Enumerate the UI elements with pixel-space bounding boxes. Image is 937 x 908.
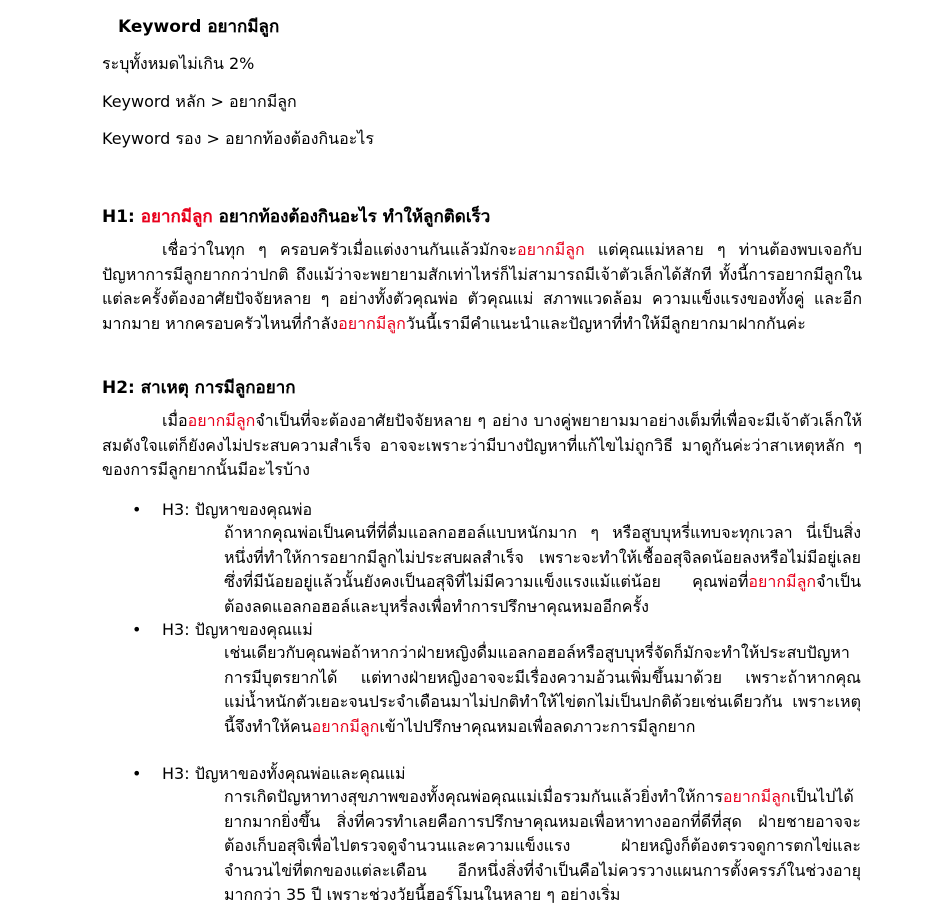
bullet-both: [132, 762, 406, 787]
cause-paragraph: [102, 409, 862, 483]
cause-text-1: เมื่อ: [162, 411, 188, 430]
h1-rest: อยากท้องต้องกินอะไร ทำให้ลูกติดเร็ว: [212, 207, 491, 227]
bullet-dot: •: [132, 620, 142, 639]
intro-keyword-1: อยากมีลูก: [517, 240, 585, 259]
keyword-density: ระบุทั้งหมดไม่เกิน 2%: [102, 54, 255, 73]
cause-text-2: จำเป็นที่จะต้องอาศัยปัจจัยหลาย ๆ อย่าง บางคู่พยายามมาอย่างเต็มที่เพื่อจะมีเจ้าตัวเล็กให้สมดังใจแต่ก็ยังคงไม่ประสบความสำเร็จ อาจจะเพราะว่ามีบางปัญหาที่แก้ไขไม่ถูกวิธี มาดูกันค่ะว่าสาเหตุหลัก ๆ ของการมีลูกยากนั้นมีอะไรบ้าง: [102, 411, 862, 479]
h1-heading: [102, 203, 490, 230]
bullet-dot: •: [132, 764, 142, 783]
bullet-mother-body: [224, 641, 861, 739]
intro-keyword-2: อยากมีลูก: [338, 313, 406, 333]
h1-keyword: อยากมีลูก: [140, 207, 213, 227]
intro-paragraph: [102, 238, 862, 336]
h1-prefix: H1:: [102, 207, 141, 227]
bullet-text: เข้าไปปรึกษาคุณหมอเพื่อลดภาวะการมีลูกยาก: [379, 716, 696, 736]
bullet-text: ถ้าหากคุณพ่อเป็นคนที่ที่ดื่มแอลกอฮอล์แบบหนักมาก ๆ หรือสูบบุหรี่แทบจะทุกเวลา นี่เป็นสิ่งหนึ่งที่ทำให้การอยากมีลูกไม่ประสบผลสำเร็จ เพราะจะทำให้เชื้ออสุจิลดน้อยลงหรือไม่มีอยู่เลย ซึ่งที่มีน้อยอยู่แล้วนั้นยังคงเป็นอสุจิที่ไม่มีความแข็งแรงแม้แต่น้อย คุณพ่อที่: [224, 523, 861, 591]
intro-text-1: เชื่อว่าในทุก ๆ ครอบครัวเมื่อแต่งงานกันแล้วมักจะ: [162, 240, 518, 259]
bullet-father-body: [224, 521, 861, 619]
h2-heading: H2: สาเหตุ การมีลูกอยาก: [102, 378, 296, 398]
intro-text-2: แต่คุณแม่หลาย ๆ ท่านต้องพบเจอกับปัญหาการมีลูกยากกว่าปกติ ถึงแม้ว่าจะพยายามสักเท่าไหร่ก็ไม่สามารถมีเจ้าตัวเล็กได้สักที ทั้งนี้การอยากมีลูกในแต่ละครั้งต้องอาศัยปัจจัยหลาย ๆ อย่างทั้งตัวคุณพ่อ ตัวคุณแม่ สภาพแวดล้อม ความแข็งแรงของทั้งคู่ และอีกมากมาย หากครอบครัวไหนที่กำลัง: [102, 240, 863, 333]
bullet-text: เป็นไปได้ยากมากยิ่งขึ้น สิ่งที่ควรทำเลยคือการปรึกษาคุณหมอเพื่อหาทางออกที่ดีที่สุด ฝ่ายชายอาจจะต้องเก็บอสุจิเพื่อไปตรวจดูจำนวนและความแข็งแรง ฝ่ายหญิงก็ต้องตรวจดูการตกไข่และจำนวนไข่ที่ตกของแต่ละเดือน อีกหนึ่งสิ่งที่จำเป็นคือไม่ควรวางแผนการตั้งครรภ์ในช่วงอายุมากกว่า 35 ปี เพราะช่วงวัยนี้ฮอร์โมนในหลาย ๆ อย่างเริ่ม: [224, 787, 861, 904]
bullet-keyword: อยากมีลูก: [722, 787, 791, 806]
bullet-text: จำเป็นต้องลดแอลกอฮอล์และบุหรี่ลงเพื่อทำการปรึกษาคุณหมออีกครั้ง: [224, 572, 861, 616]
keyword-main: Keyword หลัก > อยากมีลูก: [102, 92, 297, 111]
bullet-text: การเกิดปัญหาทางสุขภาพของทั้งคุณพ่อคุณแม่เมื่อรวมกันแล้วยิ่งทำให้การ: [224, 787, 723, 806]
intro-text-3: วันนี้เรามีคำแนะนำและปัญหาที่ทำให้มีลูกยากมาฝากกันค่ะ: [405, 313, 806, 333]
bullet-keyword: อยากมีลูก: [748, 572, 817, 591]
bullet-both-body: [224, 785, 861, 908]
bullet-label: H3: ปัญหาของคุณแม่: [162, 620, 313, 639]
bullet-label: H3: ปัญหาของทั้งคุณพ่อและคุณแม่: [162, 764, 406, 783]
bullet-keyword: อยากมีลูก: [311, 716, 380, 736]
bullet-text: เช่นเดียวกับคุณพ่อถ้าหากว่าฝ่ายหญิงดื่มแอลกอฮอล์หรือสูบบุหรี่จัดก็มักจะทำให้ประสบปัญหาการมีบุตรยากได้ แต่ทางฝ่ายหญิงอาจจะมีเรื่องความอ้วนเพิ่มขึ้นมาด้วย เพราะถ้าหากคุณแม่น้ำหนักตัวเยอะจนประจำเดือนมาไม่ปกติทำให้ไข่ตกไม่เป็นปกติด้วยเช่นเดียวกัน เพราะเหตุนี้จึงทำให้คน: [224, 643, 861, 736]
bullet-father: [132, 498, 312, 523]
bullet-mother: [132, 618, 313, 643]
keyword-secondary: Keyword รอง > อยากท้องต้องกินอะไร: [102, 129, 374, 148]
bullet-dot: •: [132, 500, 142, 519]
bullet-label: H3: ปัญหาของคุณพ่อ: [162, 500, 313, 519]
cause-keyword: อยากมีลูก: [187, 411, 256, 430]
keyword-title: Keyword อยากมีลูก: [118, 17, 280, 37]
